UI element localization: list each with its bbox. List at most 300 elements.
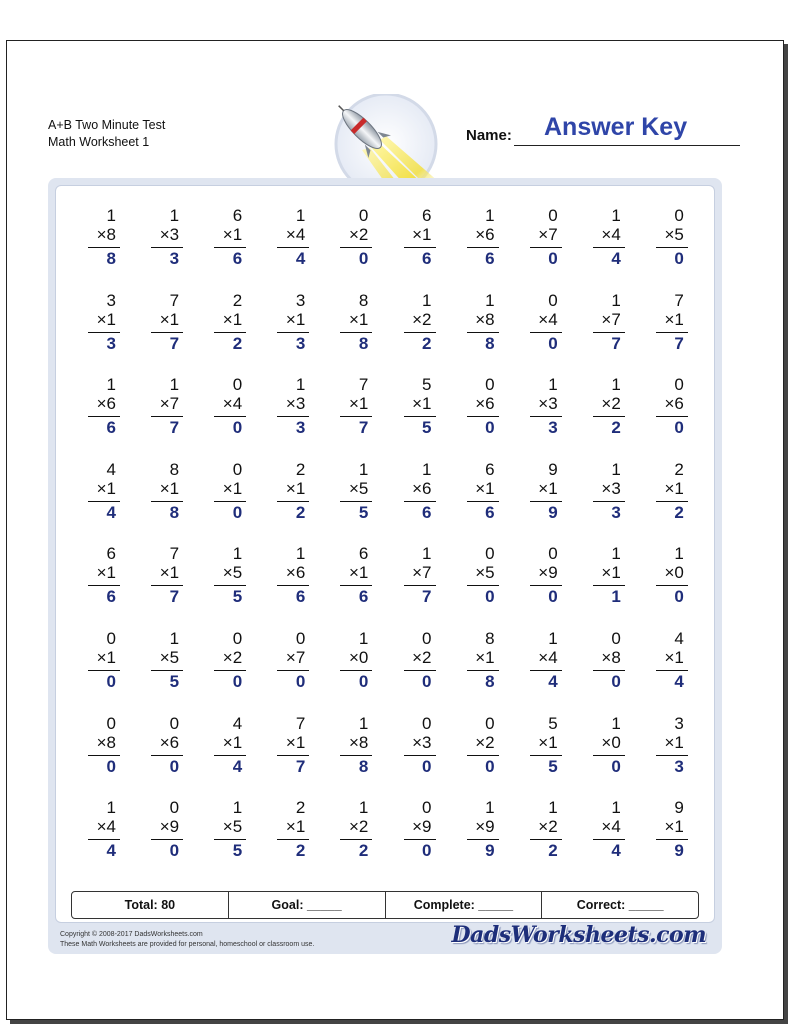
name-field xyxy=(466,115,740,147)
problem-rule xyxy=(593,332,625,333)
problem xyxy=(646,460,690,530)
problem-rule xyxy=(340,332,372,333)
problem-rule xyxy=(88,501,120,502)
problem-top-number: 5 xyxy=(422,375,432,395)
problem-multiplier: ×1 xyxy=(96,309,116,329)
problem-answer: 3 xyxy=(295,418,306,438)
problem xyxy=(267,544,311,614)
problem-rule xyxy=(404,332,436,333)
problem xyxy=(646,375,690,445)
problem-top-number: 0 xyxy=(611,629,621,648)
problem-answer: 5 xyxy=(169,672,180,691)
problem-answer: 5 xyxy=(232,841,243,861)
problem-multiplier: ×1 xyxy=(222,225,243,244)
problem-rule xyxy=(214,585,246,586)
problem xyxy=(141,798,185,868)
problem-multiplier: ×1 xyxy=(538,478,558,498)
problem-top-number: 1 xyxy=(106,375,116,395)
problem-answer: 4 xyxy=(611,841,621,861)
problem-rule xyxy=(593,416,625,417)
problem-multiplier: ×3 xyxy=(285,394,306,414)
problem-multiplier: ×4 xyxy=(222,394,243,414)
problem-rule xyxy=(151,670,183,671)
problem-multiplier: ×0 xyxy=(601,732,621,752)
problem-answer: 6 xyxy=(295,587,306,607)
problem-top-number: 1 xyxy=(169,206,180,225)
problem-rule xyxy=(340,755,372,756)
problem-multiplier: ×2 xyxy=(412,309,432,329)
problem-rule xyxy=(214,416,246,417)
problem xyxy=(141,714,185,784)
problem-multiplier: ×6 xyxy=(159,732,180,752)
problem xyxy=(267,714,311,784)
problem-multiplier: ×6 xyxy=(96,394,116,414)
problem-top-number: 8 xyxy=(485,629,495,648)
problem xyxy=(457,460,501,530)
problem xyxy=(78,544,122,614)
problem-multiplier: ×1 xyxy=(285,732,306,752)
problem-top-number: 0 xyxy=(358,206,369,225)
problem-multiplier: ×5 xyxy=(222,563,243,583)
problem-rule xyxy=(593,247,625,248)
problem-multiplier: ×1 xyxy=(412,394,432,414)
problem xyxy=(78,291,122,361)
problem-rule xyxy=(467,670,499,671)
problem-answer: 7 xyxy=(674,333,684,353)
problem-rule xyxy=(656,416,688,417)
problem xyxy=(78,798,122,868)
problem-answer: 7 xyxy=(422,587,432,607)
problem-rule xyxy=(340,247,372,248)
problem xyxy=(330,375,374,445)
problem-multiplier: ×8 xyxy=(349,732,369,752)
problem-top-number: 5 xyxy=(548,713,558,733)
problem-top-number: 4 xyxy=(106,459,116,479)
problem-multiplier: ×4 xyxy=(285,225,306,244)
problem-answer: 6 xyxy=(106,587,116,607)
problem-top-number: 0 xyxy=(548,206,558,225)
problem xyxy=(583,375,627,445)
problem-rule xyxy=(277,247,309,248)
problem-answer: 0 xyxy=(106,756,116,776)
problem-rule xyxy=(151,585,183,586)
problem-multiplier: ×1 xyxy=(664,648,684,667)
problem-answer: 0 xyxy=(232,502,243,522)
problem-rule xyxy=(88,332,120,333)
problem-top-number: 8 xyxy=(358,290,369,310)
problem xyxy=(141,629,185,699)
problem xyxy=(583,629,627,699)
problem-multiplier: ×1 xyxy=(475,648,495,667)
problem-top-number: 0 xyxy=(548,544,558,564)
problem-top-number: 2 xyxy=(295,798,306,818)
worksheet-title: A+B Two Minute Test xyxy=(48,118,166,132)
problem-multiplier: ×3 xyxy=(159,225,180,244)
problem-top-number: 0 xyxy=(422,713,432,733)
problem xyxy=(330,544,374,614)
problem-top-number: 6 xyxy=(232,206,243,225)
problem-top-number: 0 xyxy=(485,375,495,395)
problem-answer: 6 xyxy=(422,249,432,268)
problem-top-number: 3 xyxy=(106,290,116,310)
problem-answer: 7 xyxy=(169,418,180,438)
problem-multiplier: ×1 xyxy=(349,394,369,414)
problem xyxy=(204,544,248,614)
problem xyxy=(330,629,374,699)
problem-top-number: 1 xyxy=(485,206,495,225)
problem-rule xyxy=(214,247,246,248)
problem-top-number: 1 xyxy=(106,798,116,818)
problem xyxy=(583,798,627,868)
problem-multiplier: ×1 xyxy=(159,563,180,583)
problem-top-number: 0 xyxy=(106,713,116,733)
problem-multiplier: ×3 xyxy=(538,394,558,414)
problem-answer: 5 xyxy=(232,587,243,607)
problem xyxy=(267,291,311,361)
problem-rule xyxy=(88,755,120,756)
problem xyxy=(457,629,501,699)
problem-answer: 5 xyxy=(422,418,432,438)
problem-rule xyxy=(593,501,625,502)
problem xyxy=(330,460,374,530)
problem xyxy=(646,798,690,868)
problem-top-number: 9 xyxy=(674,798,684,818)
problem-answer: 6 xyxy=(232,249,243,268)
problem-answer: 1 xyxy=(611,587,621,607)
problem-top-number: 7 xyxy=(169,544,180,564)
problem-rule xyxy=(151,332,183,333)
problem-multiplier: ×3 xyxy=(412,732,432,752)
problem-top-number: 0 xyxy=(232,459,243,479)
problem-top-number: 1 xyxy=(422,459,432,479)
problem-rule xyxy=(340,839,372,840)
problem xyxy=(394,714,438,784)
problem-answer: 0 xyxy=(674,249,684,268)
problem xyxy=(267,375,311,445)
problem-rule xyxy=(656,332,688,333)
problem-top-number: 1 xyxy=(295,206,306,225)
problem xyxy=(267,460,311,530)
problem-top-number: 2 xyxy=(232,290,243,310)
problem-answer: 0 xyxy=(106,672,116,691)
problem-multiplier: ×2 xyxy=(601,394,621,414)
problem-rule xyxy=(151,501,183,502)
problem-top-number: 1 xyxy=(674,544,684,564)
problem-top-number: 1 xyxy=(169,375,180,395)
copyright-text: Copyright © 2008-2017 DadsWorksheets.com xyxy=(60,931,203,938)
problem xyxy=(394,291,438,361)
problem xyxy=(330,714,374,784)
problem-rule xyxy=(530,247,562,248)
problem-answer: 2 xyxy=(295,502,306,522)
problem-top-number: 1 xyxy=(611,459,621,479)
problem-rule xyxy=(277,670,309,671)
problem-rule xyxy=(404,839,436,840)
problem-multiplier: ×6 xyxy=(475,394,495,414)
problem-rule xyxy=(88,585,120,586)
problem-rule xyxy=(530,416,562,417)
problem-multiplier: ×6 xyxy=(285,563,306,583)
problem-multiplier: ×9 xyxy=(412,817,432,837)
problem-rule xyxy=(593,585,625,586)
problem xyxy=(141,460,185,530)
problem-multiplier: ×7 xyxy=(538,225,558,244)
problem-answer: 3 xyxy=(106,333,116,353)
problem xyxy=(78,375,122,445)
problem-top-number: 0 xyxy=(674,375,684,395)
problem-rule xyxy=(214,332,246,333)
problem-multiplier: ×3 xyxy=(601,478,621,498)
problem xyxy=(394,375,438,445)
problem-top-number: 1 xyxy=(358,629,369,648)
problem-top-number: 0 xyxy=(106,629,116,648)
problem-multiplier: ×2 xyxy=(475,732,495,752)
problem-multiplier: ×6 xyxy=(412,478,432,498)
problem-multiplier: ×1 xyxy=(664,309,684,329)
problem xyxy=(141,375,185,445)
problem-answer: 6 xyxy=(485,249,495,268)
problem-top-number: 1 xyxy=(358,798,369,818)
problem-answer: 2 xyxy=(674,502,684,522)
problem xyxy=(646,544,690,614)
problem-multiplier: ×1 xyxy=(96,478,116,498)
problem-multiplier: ×1 xyxy=(285,478,306,498)
problem-top-number: 1 xyxy=(422,290,432,310)
problem-rule xyxy=(404,585,436,586)
problem-top-number: 1 xyxy=(611,798,621,818)
problem-answer: 4 xyxy=(295,249,306,268)
problem-multiplier: ×1 xyxy=(285,309,306,329)
problem-rule xyxy=(404,670,436,671)
problem-answer: 0 xyxy=(169,756,180,776)
problem-answer: 4 xyxy=(106,502,116,522)
problem-top-number: 1 xyxy=(611,206,621,225)
usage-notice: These Math Worksheets are provided for personal, homeschool or classroom use. xyxy=(60,941,315,948)
problem-multiplier: ×1 xyxy=(664,817,684,837)
problem-multiplier: ×9 xyxy=(475,817,495,837)
problem-top-number: 1 xyxy=(548,375,558,395)
problem-answer: 3 xyxy=(674,756,684,776)
problem-answer: 0 xyxy=(548,333,558,353)
problem-top-number: 4 xyxy=(674,629,684,648)
problem-multiplier: ×4 xyxy=(601,225,621,244)
score-bar xyxy=(71,891,699,919)
problem-top-number: 7 xyxy=(674,290,684,310)
problem-answer: 4 xyxy=(232,756,243,776)
problem xyxy=(394,798,438,868)
problem-rule xyxy=(151,755,183,756)
problem-multiplier: ×1 xyxy=(222,309,243,329)
problem-rule xyxy=(277,332,309,333)
problem-rule xyxy=(656,585,688,586)
problem-rule xyxy=(656,839,688,840)
problem-answer: 0 xyxy=(422,841,432,861)
problem-answer: 0 xyxy=(611,756,621,776)
problem xyxy=(646,629,690,699)
problem-multiplier: ×9 xyxy=(538,563,558,583)
name-underline xyxy=(514,145,740,146)
problem xyxy=(204,291,248,361)
problem-multiplier: ×5 xyxy=(475,563,495,583)
problem-top-number: 8 xyxy=(169,459,180,479)
problem xyxy=(520,375,564,445)
problem xyxy=(520,206,564,276)
problem xyxy=(394,544,438,614)
problem-multiplier: ×1 xyxy=(285,817,306,837)
problem xyxy=(457,375,501,445)
problem-top-number: 1 xyxy=(232,544,243,564)
problem-answer: 3 xyxy=(295,333,306,353)
problem-top-number: 0 xyxy=(422,798,432,818)
problem-multiplier: ×1 xyxy=(349,563,369,583)
problem-top-number: 0 xyxy=(485,713,495,733)
problem-multiplier: ×5 xyxy=(349,478,369,498)
problem-top-number: 0 xyxy=(548,290,558,310)
problem-answer: 7 xyxy=(295,756,306,776)
problem-answer: 5 xyxy=(548,756,558,776)
problem-rule xyxy=(404,755,436,756)
problem-answer: 0 xyxy=(422,672,432,691)
problem-multiplier: ×1 xyxy=(159,309,180,329)
problem-multiplier: ×1 xyxy=(222,732,243,752)
problem-multiplier: ×2 xyxy=(412,648,432,667)
problem-multiplier: ×7 xyxy=(601,309,621,329)
problem-answer: 6 xyxy=(358,587,369,607)
problem-rule xyxy=(214,755,246,756)
problem-rule xyxy=(214,670,246,671)
problem-answer: 2 xyxy=(611,418,621,438)
problem-multiplier: ×7 xyxy=(159,394,180,414)
problem-answer: 0 xyxy=(358,672,369,691)
problem-multiplier: ×2 xyxy=(538,817,558,837)
problem-multiplier: ×8 xyxy=(96,732,116,752)
problem-answer: 4 xyxy=(548,672,558,691)
problem-multiplier: ×4 xyxy=(96,817,116,837)
problem-rule xyxy=(656,501,688,502)
problem-top-number: 1 xyxy=(485,290,495,310)
problem xyxy=(78,714,122,784)
problem-answer: 4 xyxy=(106,841,116,861)
problem xyxy=(646,714,690,784)
footer-notice xyxy=(60,930,314,950)
answer-key-label: Answer Key xyxy=(544,113,688,141)
problem-rule xyxy=(404,416,436,417)
problem-multiplier: ×9 xyxy=(159,817,180,837)
problem-rule xyxy=(530,501,562,502)
problem-multiplier: ×7 xyxy=(285,648,306,667)
problem-top-number: 0 xyxy=(169,798,180,818)
problem-top-number: 7 xyxy=(295,713,306,733)
problem-top-number: 1 xyxy=(611,544,621,564)
problem-answer: 8 xyxy=(485,333,495,353)
problem-multiplier: ×1 xyxy=(664,732,684,752)
problem-top-number: 9 xyxy=(548,459,558,479)
problem-answer: 8 xyxy=(106,249,116,268)
problem-top-number: 6 xyxy=(422,206,432,225)
problem-multiplier: ×4 xyxy=(538,648,558,667)
problem xyxy=(457,291,501,361)
problem-answer: 8 xyxy=(358,333,369,353)
problem-top-number: 1 xyxy=(169,629,180,648)
problem-top-number: 2 xyxy=(295,459,306,479)
problem-rule xyxy=(656,670,688,671)
problem-answer: 0 xyxy=(295,672,306,691)
problem xyxy=(330,291,374,361)
problem-multiplier: ×8 xyxy=(96,225,116,244)
problem xyxy=(646,206,690,276)
problem xyxy=(330,206,374,276)
problem-top-number: 1 xyxy=(422,544,432,564)
problem xyxy=(520,544,564,614)
problem-top-number: 4 xyxy=(232,713,243,733)
problem-answer: 5 xyxy=(358,502,369,522)
problem-top-number: 0 xyxy=(674,206,684,225)
problem-answer: 0 xyxy=(548,587,558,607)
problem-rule xyxy=(404,247,436,248)
problem xyxy=(394,629,438,699)
problem-answer: 0 xyxy=(232,672,243,691)
problem xyxy=(394,460,438,530)
problem-rule xyxy=(214,839,246,840)
problem-answer: 2 xyxy=(548,841,558,861)
problem-answer: 3 xyxy=(169,249,180,268)
problem-answer: 3 xyxy=(611,502,621,522)
problem-multiplier: ×6 xyxy=(475,225,495,244)
problem xyxy=(583,714,627,784)
problem xyxy=(646,291,690,361)
problem-multiplier: ×2 xyxy=(222,648,243,667)
problem xyxy=(78,206,122,276)
problem-top-number: 7 xyxy=(169,290,180,310)
problem-top-number: 1 xyxy=(548,629,558,648)
problem-multiplier: ×5 xyxy=(222,817,243,837)
problem-multiplier: ×8 xyxy=(601,648,621,667)
problem-answer: 0 xyxy=(674,418,684,438)
problem-rule xyxy=(593,839,625,840)
problem-multiplier: ×6 xyxy=(664,394,684,414)
problem-answer: 0 xyxy=(485,756,495,776)
problem-answer: 6 xyxy=(485,502,495,522)
problem-multiplier: ×5 xyxy=(664,225,684,244)
problem-rule xyxy=(656,247,688,248)
problem-multiplier: ×1 xyxy=(96,648,116,667)
problem-top-number: 1 xyxy=(611,713,621,733)
problem-answer: 8 xyxy=(485,672,495,691)
problem xyxy=(141,206,185,276)
problem xyxy=(457,714,501,784)
problem-answer: 0 xyxy=(611,672,621,691)
problem-answer: 9 xyxy=(485,841,495,861)
problem-multiplier: ×1 xyxy=(538,732,558,752)
problem-rule xyxy=(467,585,499,586)
problem-answer: 2 xyxy=(295,841,306,861)
problem-rule xyxy=(467,416,499,417)
problem xyxy=(204,629,248,699)
problem-multiplier: ×0 xyxy=(664,563,684,583)
problem-rule xyxy=(151,416,183,417)
problem-top-number: 1 xyxy=(106,206,116,225)
complete-cell: Complete: _____ xyxy=(386,892,543,918)
problem-rule xyxy=(467,839,499,840)
goal-cell: Goal: _____ xyxy=(229,892,386,918)
problem-multiplier: ×4 xyxy=(538,309,558,329)
problem-answer: 6 xyxy=(106,418,116,438)
problem xyxy=(267,798,311,868)
problem xyxy=(267,206,311,276)
problem-top-number: 1 xyxy=(358,713,369,733)
problem-top-number: 2 xyxy=(674,459,684,479)
problem-top-number: 1 xyxy=(611,290,621,310)
